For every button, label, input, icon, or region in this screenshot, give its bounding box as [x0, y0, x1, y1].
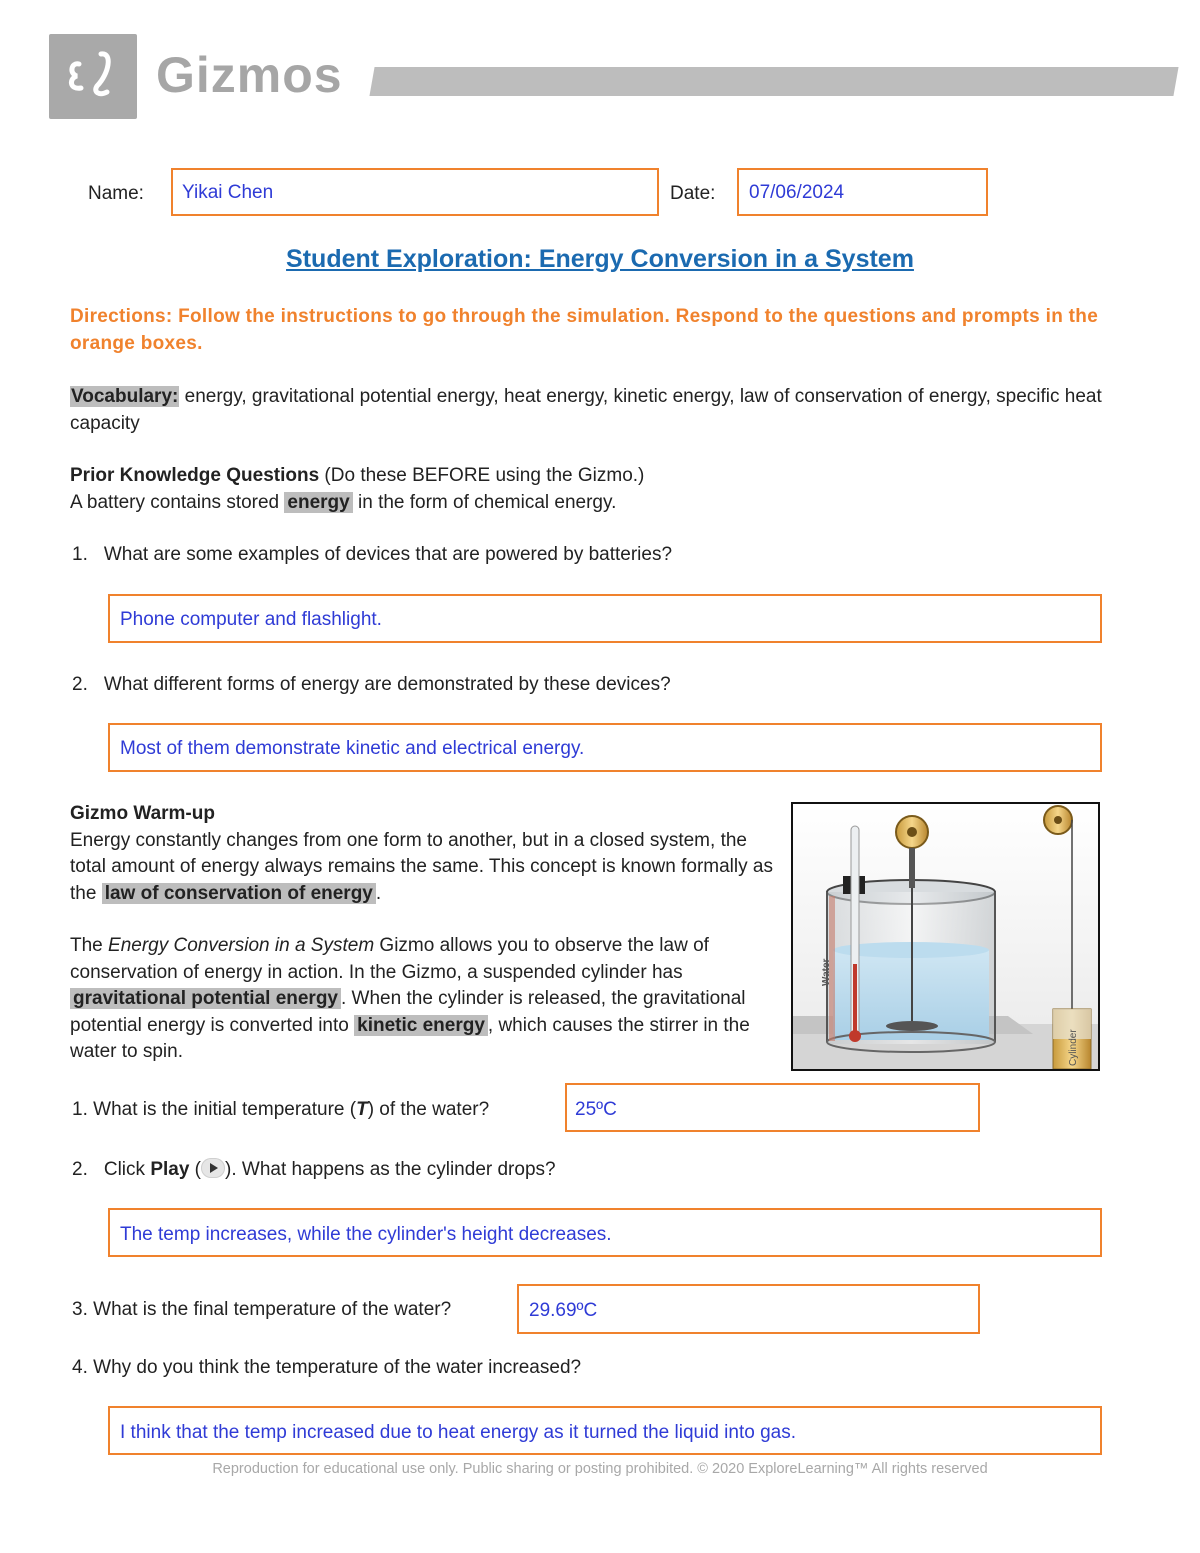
prior-knowledge: [70, 463, 1130, 516]
question-number: 2.: [72, 1159, 88, 1180]
term-gpe: gravitational potential energy: [70, 988, 341, 1009]
question-number: 2.: [72, 674, 88, 695]
warmup-question-1: [72, 1099, 489, 1121]
page-title: Student Exploration: Energy Conversion in a System: [286, 245, 914, 273]
pk-answer-2: Most of them demonstrate kinetic and electrical energy.: [120, 738, 585, 759]
paren-open: (: [189, 1159, 202, 1180]
warmup-answer-3: 29.69ºC: [529, 1300, 598, 1321]
warmup-p1: Energy constantly changes from one form to another, but in a closed system, the total amount of energy always remains the same. This concept is known formally as the: [70, 829, 773, 904]
warmup-question-2: [72, 1158, 556, 1181]
question-number: 3.: [72, 1299, 88, 1320]
warmup-heading: Gizmo Warm-up: [70, 803, 215, 824]
variable-t: T: [356, 1099, 368, 1120]
explorelearning-logo: [49, 34, 137, 119]
intro-text: A battery contains stored: [70, 491, 285, 513]
question-text: Click: [103, 1159, 151, 1180]
gizmo-figure: [791, 802, 1100, 1071]
intro-text-end: in the form of chemical energy.: [352, 491, 617, 513]
date-field[interactable]: [737, 168, 988, 216]
warmup-p2-d: , which causes the stirrer in the water to spin.: [70, 1014, 750, 1062]
play-label: Play: [150, 1159, 190, 1180]
name-label: Name:: [88, 183, 144, 204]
date-label: Date:: [670, 183, 716, 204]
question-text: What is the initial temperature (: [93, 1099, 357, 1120]
warmup-answer-1: 25ºC: [575, 1099, 617, 1120]
pk-answer-1: Phone computer and flashlight.: [120, 609, 382, 630]
question-text: Why do you think the temperature of the water increased?: [93, 1357, 582, 1378]
play-icon: [201, 1158, 225, 1178]
vocabulary-label: Vocabulary:: [71, 386, 179, 407]
date-value: 07/06/2024: [749, 182, 845, 203]
warmup-p1-end: .: [375, 882, 382, 904]
warmup-section: [70, 801, 778, 1066]
name-value: Yikai Chen: [182, 182, 274, 203]
brand-wordmark: Gizmos: [156, 47, 343, 103]
warmup-answer-box-2[interactable]: [108, 1208, 1102, 1257]
pk-answer-box-1[interactable]: [108, 594, 1102, 643]
question-number: 1.: [72, 1099, 88, 1120]
vocabulary: [70, 384, 1130, 437]
question-text: What different forms of energy are demonstrated by these devices?: [103, 674, 671, 695]
warmup-p2-c: . When the cylinder is released, the gravitational potential energy is converted into: [70, 988, 746, 1036]
term-kinetic: kinetic energy: [354, 1015, 488, 1036]
vocabulary-terms: energy, gravitational potential energy, heat energy, kinetic energy, law of conservation of energy, specific heat capacity: [70, 386, 1102, 434]
prior-knowledge-note: (Do these BEFORE using the Gizmo.): [319, 465, 645, 486]
question-number: 4.: [72, 1357, 88, 1378]
question-text-end: ) of the water?: [367, 1099, 490, 1120]
warmup-answer-box-4[interactable]: [108, 1406, 1102, 1455]
question-number: 1.: [72, 544, 88, 565]
question-text: What are some examples of devices that are powered by batteries?: [103, 544, 673, 565]
warmup-question-4: [72, 1357, 581, 1379]
directions: Directions: Follow the instructions to go through the simulation. Respond to the questions and prompts in the orange boxes.: [70, 306, 1099, 354]
pk-question-1: [72, 544, 672, 566]
warmup-question-3: [72, 1299, 451, 1321]
warmup-answer-box-3[interactable]: [517, 1284, 980, 1334]
question-text: What is the final temperature of the water?: [93, 1299, 452, 1320]
pk-question-2: [72, 674, 671, 696]
figure-water-label: Water: [821, 958, 832, 986]
warmup-answer-2: The temp increases, while the cylinder's height decreases.: [120, 1224, 612, 1245]
prior-knowledge-heading: Prior Knowledge Questions: [70, 465, 320, 486]
question-text-end: ). What happens as the cylinder drops?: [225, 1159, 556, 1180]
term-energy: energy: [284, 492, 352, 513]
name-field[interactable]: [171, 168, 659, 216]
warmup-p2-b: Gizmo allows you to observe the law of conservation of energy in action. In the Gizmo, a suspended cylinder has: [70, 935, 709, 983]
warmup-answer-4: I think that the temp increased due to heat energy as it turned the liquid into gas.: [120, 1422, 796, 1443]
warmup-answer-box-1[interactable]: [565, 1083, 980, 1132]
warmup-p2-a: The: [70, 935, 109, 956]
term-conservation: law of conservation of energy: [102, 883, 376, 904]
footer-copyright: Reproduction for educational use only. Public sharing or posting prohibited. © 2020 ExploreLearning™ All rights reserved: [212, 1461, 988, 1477]
gizmo-name: Energy Conversion in a System: [108, 935, 375, 956]
header-bar: [369, 67, 1178, 96]
figure-cylinder-label: Cylinder: [1068, 1029, 1079, 1066]
pk-answer-box-2[interactable]: [108, 723, 1102, 772]
